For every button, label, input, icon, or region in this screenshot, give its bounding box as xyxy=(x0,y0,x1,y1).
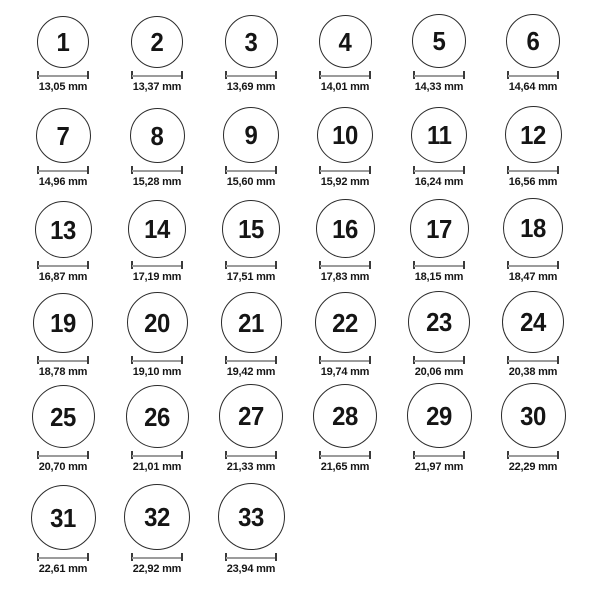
ring-size-number: 24 xyxy=(520,307,546,337)
diameter-label: 23,94 mm xyxy=(226,563,276,575)
diameter-dimension-line xyxy=(319,451,371,459)
dimension-tick-right-icon xyxy=(463,451,465,459)
diameter-label: 22,92 mm xyxy=(132,563,182,575)
diameter-label: 20,06 mm xyxy=(414,366,464,378)
dimension-tick-right-icon xyxy=(557,71,559,79)
ring-size-number: 28 xyxy=(332,401,358,431)
diameter-dimension-line xyxy=(37,356,89,364)
ring-size-cell xyxy=(110,380,204,475)
ring-size-number: 19 xyxy=(50,308,76,338)
ring-size-cell xyxy=(110,0,204,95)
dimension-tick-right-icon xyxy=(87,71,89,79)
diameter-label: 19,42 mm xyxy=(226,366,276,378)
dimension-tick-right-icon xyxy=(87,451,89,459)
diameter-label: 20,70 mm xyxy=(38,461,88,473)
diameter-dimension-line xyxy=(225,166,277,174)
diameter-dimension-line xyxy=(37,261,89,269)
ring-size-cell xyxy=(486,190,580,285)
diameter-label: 18,78 mm xyxy=(38,366,88,378)
diameter-dimension-line xyxy=(413,451,465,459)
ring-size-cell xyxy=(204,380,298,475)
dimension-line xyxy=(320,75,370,77)
diameter-dimension-line xyxy=(37,451,89,459)
dimension-tick-right-icon xyxy=(181,166,183,174)
dimension-tick-right-icon xyxy=(87,166,89,174)
diameter-label: 15,28 mm xyxy=(132,176,182,188)
diameter-dimension-line xyxy=(131,553,183,561)
dimension-line xyxy=(320,360,370,362)
ring-size-number: 31 xyxy=(50,502,76,533)
ring-size-number: 18 xyxy=(520,213,546,243)
ring-size-cell xyxy=(298,380,392,475)
ring-circle xyxy=(501,383,566,448)
ring-size-number: 12 xyxy=(520,119,546,150)
dimension-tick-right-icon xyxy=(275,261,277,269)
ring-circle xyxy=(412,14,466,68)
ring-circle xyxy=(124,484,190,550)
ring-size-cell xyxy=(110,190,204,285)
ring-size-number: 15 xyxy=(238,214,264,244)
ring-size-number: 17 xyxy=(426,213,452,244)
diameter-dimension-line xyxy=(319,166,371,174)
diameter-dimension-line xyxy=(37,553,89,561)
diameter-label: 20,38 mm xyxy=(508,366,558,378)
ring-size-cell xyxy=(204,95,298,190)
ring-size-number: 8 xyxy=(150,120,164,151)
diameter-label: 15,92 mm xyxy=(320,176,370,188)
diameter-dimension-line xyxy=(131,356,183,364)
ring-size-cell xyxy=(392,380,486,475)
dimension-line xyxy=(38,455,88,457)
ring-circle xyxy=(131,16,183,68)
ring-circle xyxy=(411,107,467,163)
ring-size-cell xyxy=(486,95,580,190)
ring-circle xyxy=(37,16,89,68)
diameter-dimension-line xyxy=(37,166,89,174)
diameter-label: 17,19 mm xyxy=(132,271,182,283)
dimension-line xyxy=(38,75,88,77)
diameter-dimension-line xyxy=(225,451,277,459)
ring-size-number: 14 xyxy=(144,214,170,244)
dimension-tick-right-icon xyxy=(463,166,465,174)
dimension-tick-right-icon xyxy=(369,166,371,174)
diameter-label: 13,37 mm xyxy=(132,81,182,93)
dimension-tick-right-icon xyxy=(369,71,371,79)
diameter-dimension-line xyxy=(225,356,277,364)
ring-circle xyxy=(408,291,470,353)
ring-size-number: 6 xyxy=(526,26,540,56)
ring-size-number: 16 xyxy=(332,213,358,244)
ring-size-number: 1 xyxy=(56,27,70,57)
diameter-dimension-line xyxy=(131,451,183,459)
dimension-line xyxy=(38,360,88,362)
dimension-tick-right-icon xyxy=(369,356,371,364)
dimension-line xyxy=(38,170,88,172)
dimension-tick-right-icon xyxy=(275,451,277,459)
dimension-tick-right-icon xyxy=(463,261,465,269)
diameter-dimension-line xyxy=(413,71,465,79)
ring-circle xyxy=(506,14,560,68)
ring-circle xyxy=(222,200,280,258)
ring-size-cell xyxy=(298,190,392,285)
dimension-tick-right-icon xyxy=(557,166,559,174)
diameter-label: 15,60 mm xyxy=(226,176,276,188)
ring-size-cell xyxy=(204,285,298,380)
dimension-tick-right-icon xyxy=(275,553,277,561)
ring-circle xyxy=(221,292,282,353)
diameter-dimension-line xyxy=(507,71,559,79)
dimension-line xyxy=(132,360,182,362)
ring-size-cell xyxy=(16,95,110,190)
ring-circle xyxy=(316,199,375,258)
ring-size-cell xyxy=(110,285,204,380)
diameter-label: 18,47 mm xyxy=(508,271,558,283)
dimension-tick-right-icon xyxy=(557,261,559,269)
diameter-dimension-line xyxy=(507,261,559,269)
diameter-label: 16,24 mm xyxy=(414,176,464,188)
ring-size-cell xyxy=(486,380,580,475)
ring-circle xyxy=(130,108,185,163)
dimension-tick-right-icon xyxy=(181,451,183,459)
ring-size-cell xyxy=(392,0,486,95)
diameter-dimension-line xyxy=(319,356,371,364)
dimension-line xyxy=(38,557,88,559)
diameter-label: 14,01 mm xyxy=(320,81,370,93)
diameter-label: 14,33 mm xyxy=(414,81,464,93)
diameter-dimension-line xyxy=(413,356,465,364)
ring-circle xyxy=(218,483,285,550)
ring-circle xyxy=(317,107,373,163)
diameter-label: 17,83 mm xyxy=(320,271,370,283)
ring-size-cell xyxy=(392,190,486,285)
diameter-dimension-line xyxy=(507,356,559,364)
diameter-label: 17,51 mm xyxy=(226,271,276,283)
ring-size-number: 32 xyxy=(144,502,170,532)
ring-size-number: 10 xyxy=(332,120,358,150)
diameter-dimension-line xyxy=(319,71,371,79)
diameter-label: 14,96 mm xyxy=(38,176,88,188)
ring-size-cell xyxy=(16,0,110,95)
ring-circle xyxy=(127,292,188,353)
diameter-dimension-line xyxy=(131,261,183,269)
ring-size-cell xyxy=(16,475,110,580)
ring-size-cell xyxy=(486,0,580,95)
dimension-line xyxy=(508,455,558,457)
dimension-tick-right-icon xyxy=(87,356,89,364)
diameter-label: 21,65 mm xyxy=(320,461,370,473)
diameter-label: 19,74 mm xyxy=(320,366,370,378)
ring-size-cell xyxy=(298,0,392,95)
ring-size-number: 4 xyxy=(338,26,352,57)
ring-circle xyxy=(32,385,95,448)
ring-size-cell xyxy=(16,380,110,475)
diameter-dimension-line xyxy=(507,166,559,174)
ring-size-number: 20 xyxy=(144,307,170,338)
dimension-line xyxy=(226,170,276,172)
diameter-label: 19,10 mm xyxy=(132,366,182,378)
ring-circle xyxy=(36,108,91,163)
dimension-line xyxy=(320,265,370,267)
ring-size-cell xyxy=(110,475,204,580)
diameter-label: 21,33 mm xyxy=(226,461,276,473)
ring-circle xyxy=(505,106,562,163)
ring-size-number: 9 xyxy=(244,120,258,150)
dimension-line xyxy=(320,455,370,457)
dimension-tick-right-icon xyxy=(463,71,465,79)
ring-circle xyxy=(126,385,189,448)
ring-size-cell xyxy=(16,190,110,285)
ring-size-number: 26 xyxy=(144,401,170,432)
dimension-line xyxy=(508,360,558,362)
dimension-line xyxy=(414,75,464,77)
ring-size-number: 27 xyxy=(238,401,264,431)
diameter-dimension-line xyxy=(131,166,183,174)
diameter-label: 16,56 mm xyxy=(508,176,558,188)
dimension-tick-right-icon xyxy=(369,261,371,269)
diameter-dimension-line xyxy=(507,451,559,459)
ring-circle xyxy=(407,383,472,448)
dimension-tick-right-icon xyxy=(557,451,559,459)
ring-circle xyxy=(313,384,377,448)
ring-circle xyxy=(502,291,564,353)
ring-size-number: 7 xyxy=(56,120,70,151)
ring-circle xyxy=(31,485,96,550)
dimension-line xyxy=(132,75,182,77)
dimension-tick-right-icon xyxy=(87,261,89,269)
ring-circle xyxy=(319,15,372,68)
diameter-label: 16,87 mm xyxy=(38,271,88,283)
dimension-line xyxy=(226,265,276,267)
ring-size-cell xyxy=(298,285,392,380)
diameter-label: 21,01 mm xyxy=(132,461,182,473)
dimension-line xyxy=(414,170,464,172)
ring-size-cell xyxy=(486,285,580,380)
dimension-line xyxy=(414,265,464,267)
ring-size-number: 23 xyxy=(426,307,452,337)
dimension-tick-right-icon xyxy=(181,356,183,364)
ring-circle xyxy=(503,198,563,258)
ring-size-number: 22 xyxy=(332,307,358,338)
ring-size-number: 29 xyxy=(426,400,452,431)
dimension-line xyxy=(508,170,558,172)
ring-size-number: 3 xyxy=(244,26,258,57)
ring-size-cell xyxy=(16,285,110,380)
ring-circle xyxy=(219,384,283,448)
ring-size-cell xyxy=(110,95,204,190)
dimension-tick-right-icon xyxy=(181,261,183,269)
ring-size-number: 30 xyxy=(520,400,546,431)
dimension-tick-right-icon xyxy=(181,553,183,561)
dimension-line xyxy=(226,360,276,362)
diameter-label: 22,61 mm xyxy=(38,563,88,575)
dimension-line xyxy=(508,75,558,77)
dimension-tick-right-icon xyxy=(369,451,371,459)
ring-size-number: 5 xyxy=(432,26,446,56)
dimension-line xyxy=(414,455,464,457)
diameter-dimension-line xyxy=(225,71,277,79)
ring-size-cell xyxy=(204,475,298,580)
dimension-line xyxy=(132,455,182,457)
dimension-line xyxy=(414,360,464,362)
dimension-line xyxy=(132,170,182,172)
ring-size-cell xyxy=(392,95,486,190)
diameter-dimension-line xyxy=(37,71,89,79)
diameter-dimension-line xyxy=(225,553,277,561)
ring-circle xyxy=(410,199,469,258)
dimension-line xyxy=(320,170,370,172)
diameter-label: 22,29 mm xyxy=(508,461,558,473)
ring-size-number: 25 xyxy=(50,401,76,432)
dimension-tick-right-icon xyxy=(275,71,277,79)
dimension-line xyxy=(226,455,276,457)
dimension-line xyxy=(38,265,88,267)
dimension-tick-right-icon xyxy=(275,166,277,174)
ring-circle xyxy=(128,200,186,258)
ring-size-number: 2 xyxy=(150,27,164,57)
diameter-label: 21,97 mm xyxy=(414,461,464,473)
ring-circle xyxy=(223,107,279,163)
dimension-line xyxy=(226,557,276,559)
ring-size-number: 13 xyxy=(50,214,76,245)
dimension-tick-right-icon xyxy=(181,71,183,79)
dimension-line xyxy=(132,265,182,267)
diameter-label: 14,64 mm xyxy=(508,81,558,93)
diameter-label: 18,15 mm xyxy=(414,271,464,283)
ring-circle xyxy=(33,293,93,353)
dimension-line xyxy=(508,265,558,267)
ring-size-cell xyxy=(204,190,298,285)
dimension-tick-right-icon xyxy=(463,356,465,364)
diameter-label: 13,69 mm xyxy=(226,81,276,93)
diameter-dimension-line xyxy=(413,166,465,174)
dimension-tick-right-icon xyxy=(557,356,559,364)
ring-circle xyxy=(225,15,278,68)
ring-size-cell xyxy=(298,95,392,190)
diameter-dimension-line xyxy=(319,261,371,269)
diameter-dimension-line xyxy=(413,261,465,269)
dimension-line xyxy=(226,75,276,77)
ring-size-number: 21 xyxy=(238,307,264,338)
ring-size-cell xyxy=(392,285,486,380)
diameter-label: 13,05 mm xyxy=(38,81,88,93)
ring-size-number: 11 xyxy=(426,120,452,150)
dimension-tick-right-icon xyxy=(87,553,89,561)
diameter-dimension-line xyxy=(131,71,183,79)
ring-size-cell xyxy=(204,0,298,95)
ring-circle xyxy=(35,201,92,258)
ring-circle xyxy=(315,292,376,353)
diameter-dimension-line xyxy=(225,261,277,269)
dimension-line xyxy=(132,557,182,559)
dimension-tick-right-icon xyxy=(275,356,277,364)
ring-size-number: 33 xyxy=(238,501,264,532)
